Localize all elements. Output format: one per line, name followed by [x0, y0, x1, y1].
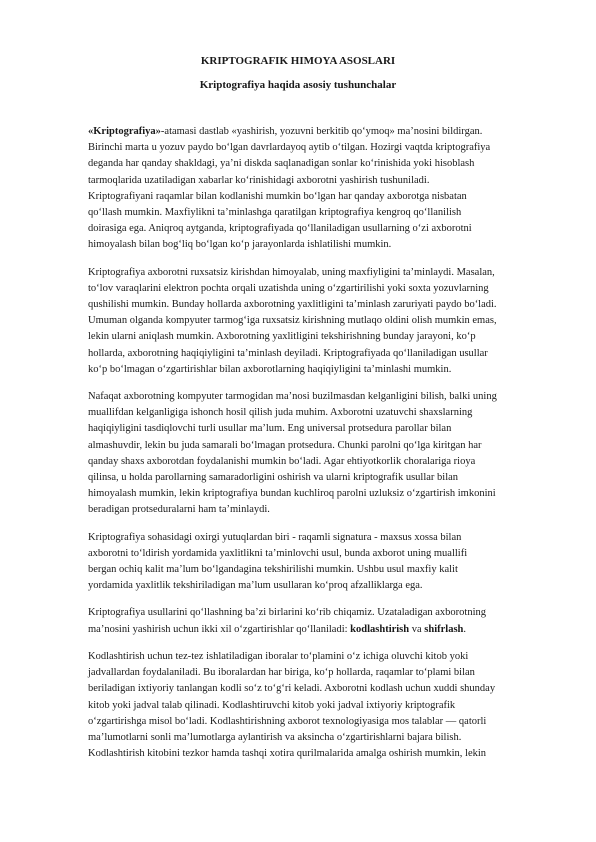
text-run: qilinsa, u holda parollarning samaradorligini oshirish va ularni kriptografik usullar bilan — [88, 472, 459, 484]
text-run: Birinchi marta u yozuv paydo bo‘lgan davrlardayoq aytib o‘tilgan. Hozirgi vaqtda kriptografiya — [88, 142, 491, 154]
text-run: Nafaqat axborotning kompyuter tarmogidan ma’nosi buzilmasdan kelganligini bilish, balki uning — [88, 391, 497, 403]
text-line — [88, 189, 520, 205]
text-run: Umuman olganda kompyuter tarmog‘iga ruxsatsiz kirishning mutlaqo oldini olish mumkin emas, — [88, 315, 497, 327]
text-run: ko‘p bo‘lmagan o‘zgartirishlar bilan axborotlarning haqiqiyligini ta’minlashi mumkin. — [88, 363, 452, 375]
text-line — [88, 714, 520, 730]
text-run: qo‘llash mumkin. Maxfiylikni ta’minlashga qaratilgan kriptografiya kengroq qo‘llanilish — [88, 207, 462, 219]
text-line — [88, 405, 520, 421]
text-run: ma’lumotlarni sonli ma’lumotlarga aylantirish va aksincha o‘zgartirishlarni bajara bilish. — [88, 731, 462, 743]
text-line — [88, 681, 520, 697]
text-line — [88, 454, 520, 470]
document-title: KRIPTOGRAFIK HIMOYA ASOSLARI — [200, 55, 396, 67]
text-line — [88, 546, 520, 562]
text-run: tarmoqlarida uzatiladigan xabarlar ko‘rinishidagi axborotni yashirish tushuniladi. — [88, 174, 430, 186]
text-line — [88, 265, 520, 281]
text-run: to‘lov varaqlarini elektron pochta orqali uzatishda uning o‘zgartirilishi yoki soxta yozuvlarning — [88, 282, 489, 294]
text-run: -atamasi dastlab «yashirish, yozuvni berkitib qo‘ymoq» ma’nosini bildirgan. — [160, 126, 483, 137]
text-run: Kodlashtirish uchun tez-tez ishlatiladigan iboralar to‘plamini o‘z ichiga oluvchi kitob yoki — [88, 650, 469, 662]
text-run: Kriptografiya sohasidagi oxirgi yutuqlardan biri - raqamli signatura - maxsus xossa bilan — [88, 531, 462, 543]
text-run: bergan ochiq kalit ma’lum bo‘lgandagina tekshirilishi mumkin. Ushbu usul maxfiy kalit — [88, 564, 458, 576]
text-run: Kriptografiya usullarini qo‘llashning ba’zi birlarini ko‘rib chiqamiz. Uzataladigan axborotning — [88, 607, 487, 619]
paragraph — [88, 265, 520, 378]
text-run: kitob yoki jadval talab qilinadi. Kodlashtiruvchi kitob yoki jadval ixtiyoriy kriptografik — [88, 699, 456, 711]
text-line — [88, 140, 520, 156]
text-line — [88, 329, 520, 345]
text-line — [88, 221, 520, 237]
text-line — [88, 530, 520, 546]
text-run: haqiqiyligini tasdiqlovchi turli usullar ma’lum. Eng universal protsedura parollar bilan — [88, 423, 452, 435]
text-line — [88, 605, 520, 621]
text-run: jadvallardan foydalaniladi. Bu iboralardan har biriga, ko‘p hollarda, raqamlar to‘plami bilan — [88, 667, 475, 679]
text-line — [88, 156, 520, 172]
text-line — [88, 665, 520, 681]
text-line — [88, 746, 520, 762]
text-line — [88, 470, 520, 486]
bold-term: shifrlash — [424, 623, 464, 635]
text-line — [88, 297, 520, 313]
text-line — [88, 622, 520, 638]
text-line — [88, 389, 520, 405]
text-run: va — [409, 623, 425, 635]
text-line — [88, 502, 520, 518]
text-run: doirasiga ega. Aniqroq aytganda, kriptografiyada qo‘llaniladigan usullarning o‘zi axborotni — [88, 223, 472, 235]
text-run: beradigan protseduralarni ham ta’minlaydi. — [88, 504, 270, 516]
text-line — [88, 173, 520, 189]
paragraph — [88, 649, 520, 762]
text-line — [88, 562, 520, 578]
text-run: . — [463, 623, 467, 635]
text-line — [88, 124, 520, 140]
text-line — [88, 730, 520, 746]
text-run: Kriptografiya axborotni ruxsatsiz kirishdan himoyalab, uning maxfiyligini ta’minlaydi. Masalan, — [88, 266, 495, 278]
text-run: qushilishi mumkin. Bunday hollarda axborotning yaxlitligini ta’minlash zaruriyati paydo bo‘ladi. — [88, 299, 497, 311]
text-run: yordamida yaxlitlik tekshiriladigan ma’lum usullaran ko‘proq afzalliklarga ega. — [88, 580, 423, 592]
paragraph — [88, 124, 520, 254]
text-line — [88, 346, 520, 362]
bold-term: kodlashtirish — [350, 623, 410, 635]
text-line — [88, 698, 520, 714]
text-line — [88, 281, 520, 297]
text-run: ma’nosini yashirish uchun ikki xil o‘zgartirishlar qo‘llaniladi: — [88, 623, 351, 635]
text-run: himoyalash mumkin, lekin kriptografiya bundan kuchliroq parolni uzluksiz o‘zgartirish imkonini — [88, 488, 496, 500]
bold-term: «Kriptografiya» — [88, 126, 161, 137]
document-subtitle: Kriptografiya haqida asosiy tushunchalar — [199, 79, 397, 91]
text-run: deganda har qanday shakldagi, ya’ni diskda saqlanadigan sonlar ko‘rinishida yoki hisoblash — [88, 158, 475, 170]
text-run: axborotni to‘ldirish yordamida yaxlitlikni ta’minlovchi usul, bunda axborot uning muallifi — [88, 547, 468, 559]
text-line — [88, 205, 520, 221]
text-line — [88, 486, 520, 502]
text-line — [88, 649, 520, 665]
text-run: beriladigan ixtiyoriy tanlangan kodli so‘z to‘g‘ri keladi. Axborotni kodlash uchun xuddi shunday — [88, 683, 496, 695]
text-line — [88, 438, 520, 454]
text-run: lekin ularni aniqlash mumkin. Axborotning yaxlitligini tekshirishning bunday jarayoni, ko‘p — [88, 331, 476, 343]
text-run: o‘zgartirishga misol bo‘ladi. Kodlashtirishning axborot texnologiyasiga mos talablar — qatorli — [88, 715, 487, 727]
text-line — [88, 421, 520, 437]
text-run: muallifdan kelganligiga ishonch hosil qilish juda muhim. Axborotni uzatuvchi shaxslarning — [88, 407, 473, 419]
paragraph — [88, 389, 520, 519]
text-run: himoyalash bilan bog‘liq bo‘lgan ko‘p jarayonlarda ishlatilishi mumkin. — [88, 239, 392, 251]
text-line — [88, 237, 520, 253]
paragraph — [88, 530, 520, 595]
paragraph — [88, 605, 520, 637]
text-line — [88, 578, 520, 594]
text-run: Kriptografiyani raqamlar bilan kodlanishi mumkin bo‘lgan har qanday axborotga nisbatan — [88, 190, 467, 202]
text-run: Kodlashtirish kitobini tezkor hamda tashqi xotira qurilmalarida amalga oshirish mumkin, lekin — [88, 748, 487, 760]
text-run: qanday shaxs axborotdan foydalanishi mumkin bo‘ladi. Agar ehtiyotkorlik choralariga rioya — [88, 455, 476, 467]
text-run: hollarda, axborotning haqiqiyligini ta’minlash deyiladi. Kriptografiyada qo‘llaniladigan usullar — [88, 347, 488, 359]
text-line — [88, 313, 520, 329]
text-run: almashuvdir, lekin bu juda samarali bo‘lmagan protsedura. Chunki parolni qo‘lga kiritgan har — [88, 439, 482, 451]
document-body — [88, 124, 520, 773]
text-line — [88, 362, 520, 378]
